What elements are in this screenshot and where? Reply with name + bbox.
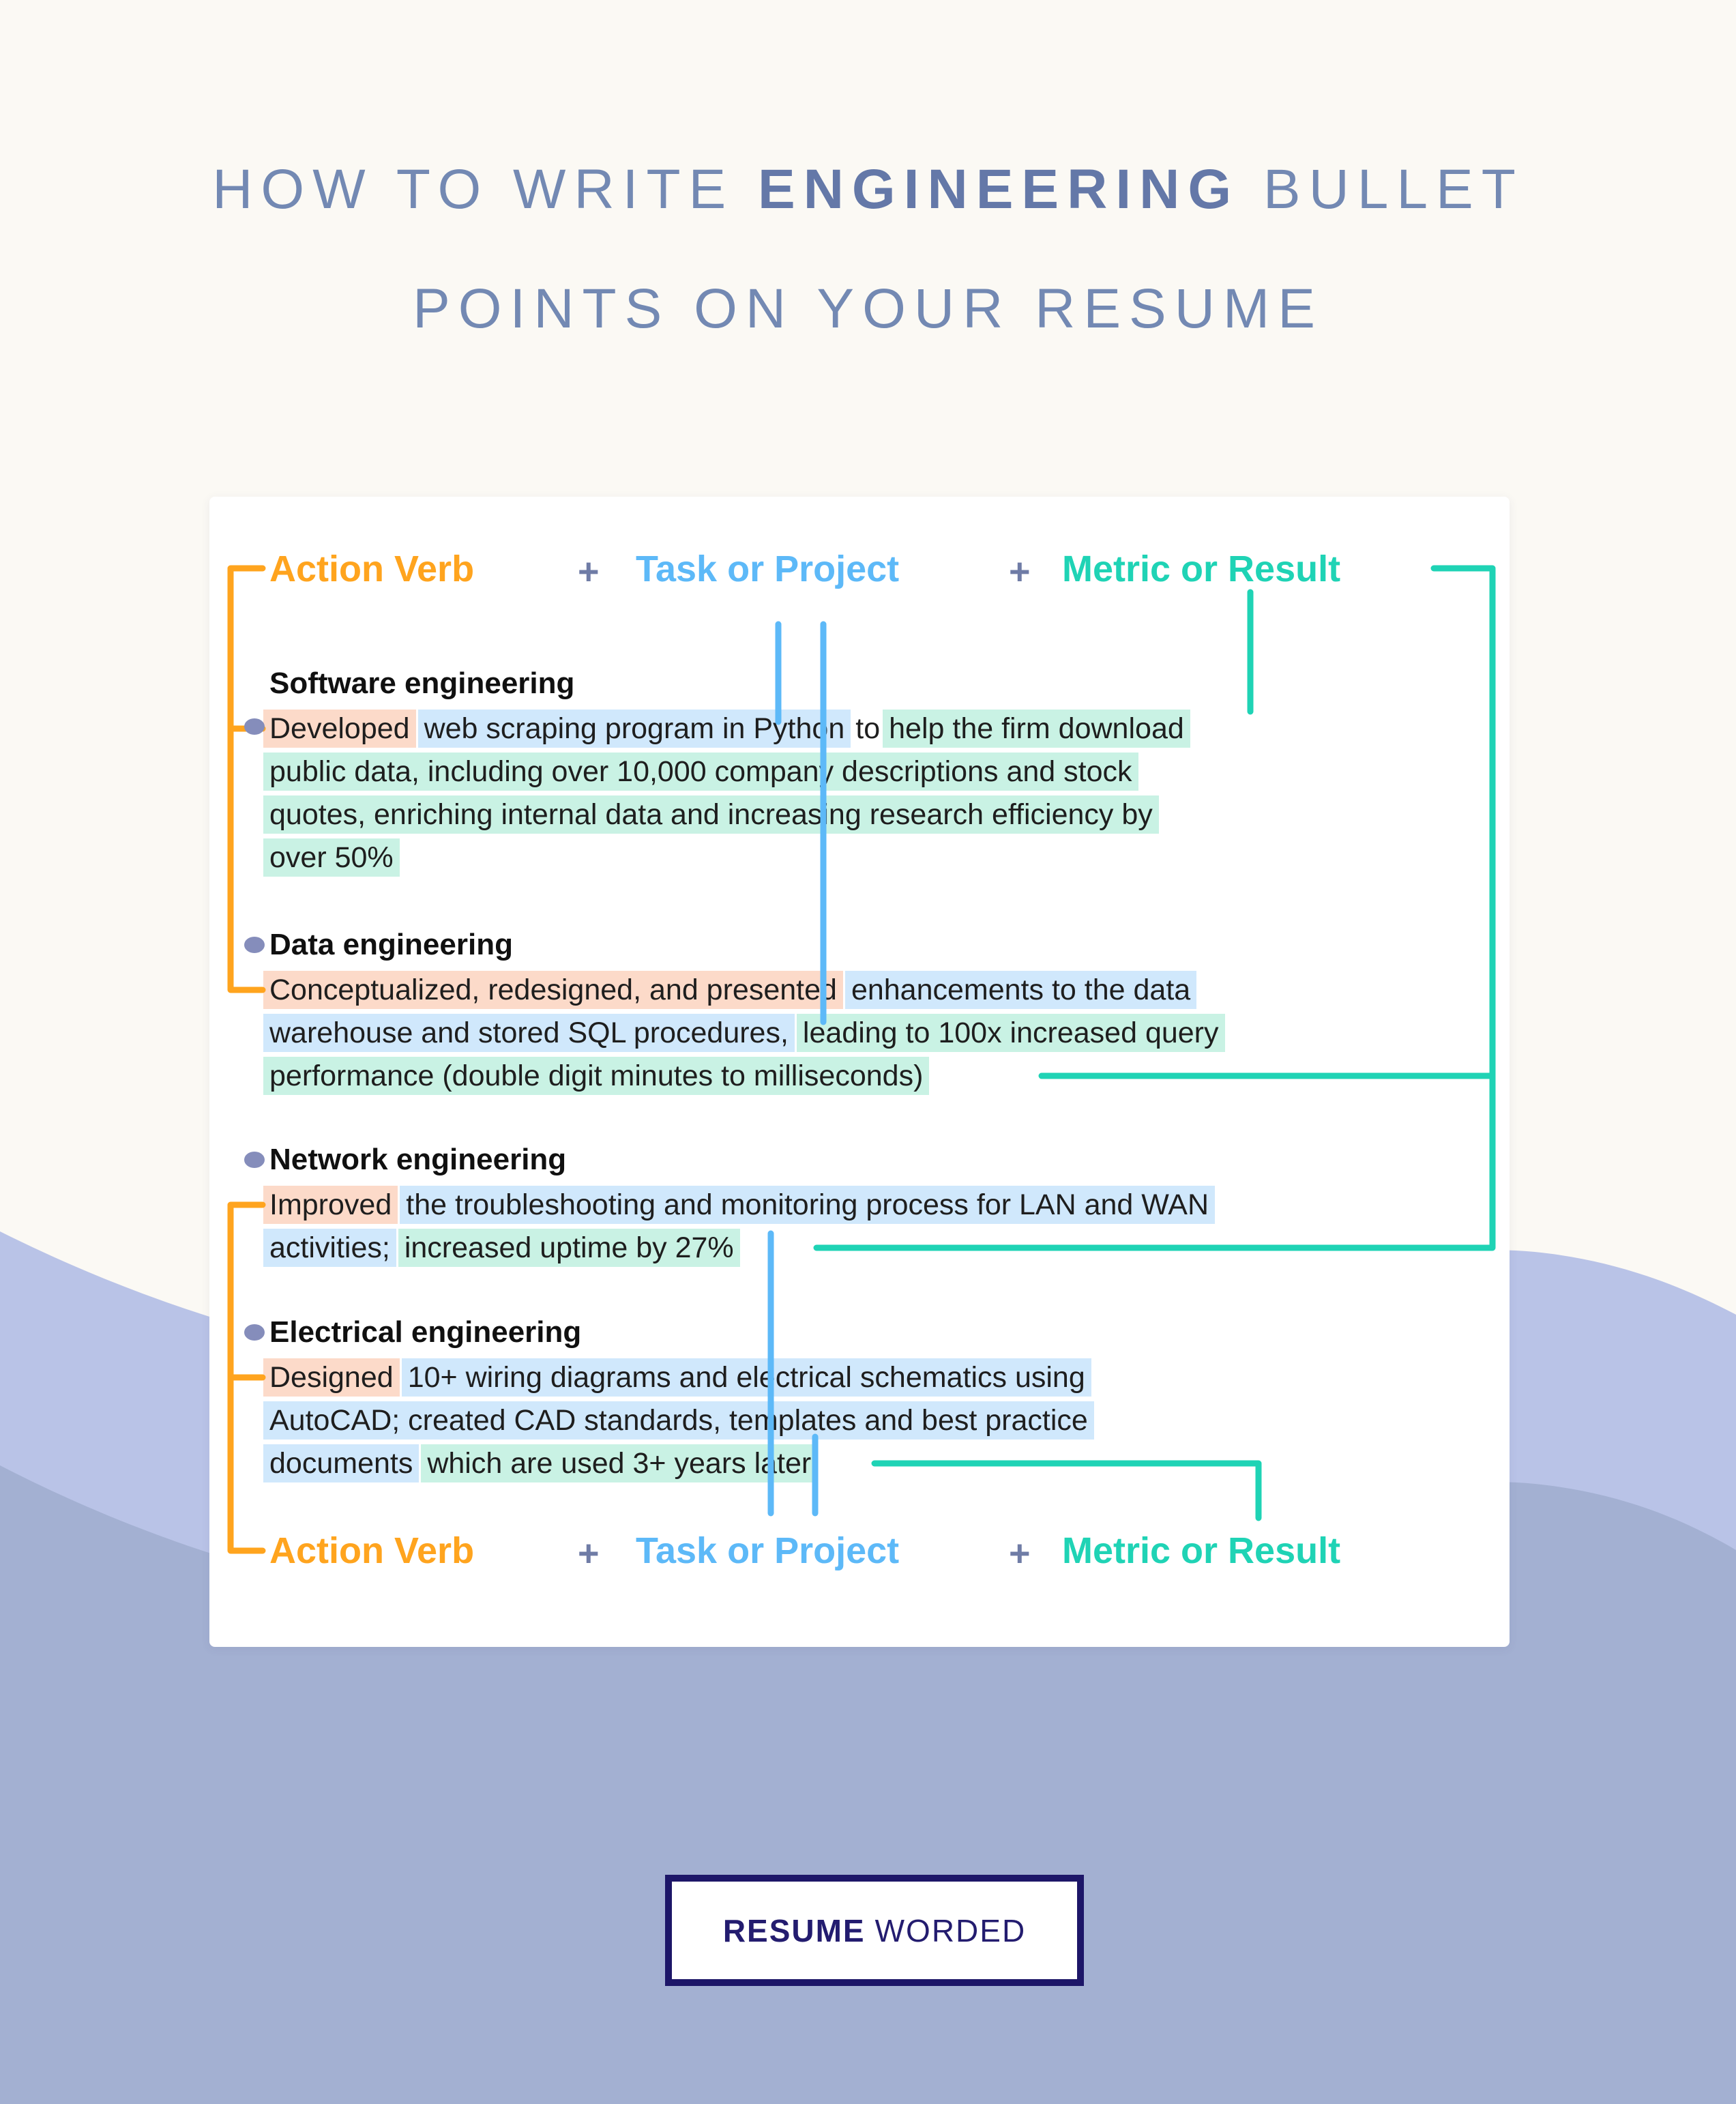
bullet-line [263, 750, 1192, 793]
resume-examples [209, 497, 1510, 1647]
resume-worded-logo [665, 1875, 1084, 1986]
bullet-dot-icon [244, 937, 265, 953]
bullet-dot-icon [244, 1152, 265, 1168]
logo-text-bold: RESUME [722, 1912, 866, 1948]
formula-task-project-label: Task or Project [636, 549, 900, 589]
highlight-peach-segment: Designed [263, 1358, 400, 1397]
bullet-line [263, 1184, 1217, 1227]
logo-text-regular: WORDED [874, 1912, 1027, 1948]
title-text: BULLET [1239, 158, 1524, 220]
highlight-green-segment: which are used 3+ years later [421, 1444, 817, 1482]
title-text: HOW TO WRITE [212, 158, 759, 220]
section-electrical-engineering [263, 1313, 1096, 1485]
bullet-line [263, 1227, 1217, 1270]
section-network-engineering [263, 1141, 1217, 1270]
formula-task-project-label: Task or Project [636, 1530, 900, 1571]
text-segment: to [855, 712, 881, 745]
title-text-emphasis: ENGINEERING [758, 158, 1240, 220]
highlight-blue-segment: the troubleshooting and monitoring process for LAN and WAN [400, 1186, 1215, 1224]
highlight-green-segment: over 50% [263, 838, 400, 877]
formula-action-verb-label: Action Verb [269, 1530, 475, 1571]
page-title-line2: POINTS ON YOUR RESUME [413, 278, 1323, 340]
highlight-green-segment: leading to 100x increased query [797, 1014, 1225, 1052]
highlight-green-segment: help the firm download [883, 710, 1190, 748]
plus-icon: + [578, 551, 600, 592]
page-title-line1 [0, 156, 1736, 224]
section-title: Data engineering [269, 928, 513, 961]
highlight-blue-segment: enhancements to the data [845, 971, 1196, 1009]
bullet-dot-icon [244, 1324, 265, 1341]
section-title: Network engineering [269, 1143, 567, 1176]
bullet-line [263, 707, 1192, 750]
highlight-blue-segment: documents [263, 1444, 419, 1482]
plus-icon: + [1009, 551, 1031, 592]
bullet-line [263, 836, 1192, 879]
highlight-blue-segment: 10+ wiring diagrams and electrical schematics using [402, 1358, 1091, 1397]
bullet-line [263, 793, 1192, 836]
plus-icon: + [1009, 1533, 1031, 1574]
bullet-line [263, 1055, 1227, 1098]
formula-metric-result-label: Metric or Result [1062, 1530, 1341, 1571]
formula-header-bottom [209, 1532, 1510, 1573]
bullet-line [263, 1356, 1096, 1399]
section-title: Software engineering [269, 667, 575, 700]
highlight-blue-segment: warehouse and stored SQL procedures, [263, 1014, 795, 1052]
bullet-dot-icon [244, 718, 265, 735]
highlight-green-segment: increased uptime by 27% [398, 1229, 740, 1267]
highlight-peach-segment: Improved [263, 1186, 398, 1224]
formula-metric-result-label: Metric or Result [1062, 549, 1341, 589]
formula-header-top [209, 550, 1510, 591]
bullet-line [263, 969, 1227, 1012]
section-title: Electrical engineering [269, 1315, 582, 1349]
highlight-green-segment: quotes, enriching internal data and increasing research efficiency by [263, 795, 1159, 834]
highlight-peach-segment: Developed [263, 710, 416, 748]
bullet-line [263, 1442, 1096, 1485]
content-card [209, 497, 1510, 1647]
bullet-line [263, 1399, 1096, 1442]
highlight-blue-segment: activities; [263, 1229, 396, 1267]
highlight-peach-segment: Conceptualized, redesigned, and presented [263, 971, 843, 1009]
formula-action-verb-label: Action Verb [269, 549, 475, 589]
highlight-blue-segment: web scraping program in Python [418, 710, 851, 748]
plus-icon: + [578, 1533, 600, 1574]
page-title [0, 156, 1736, 394]
section-software-engineering [263, 664, 1192, 879]
highlight-green-segment: performance (double digit minutes to milliseconds) [263, 1057, 929, 1095]
section-data-engineering [263, 926, 1227, 1098]
bullet-line [263, 1012, 1227, 1055]
highlight-green-segment: public data, including over 10,000 company descriptions and stock [263, 753, 1138, 791]
highlight-blue-segment: AutoCAD; created CAD standards, templates and best practice [263, 1401, 1094, 1440]
